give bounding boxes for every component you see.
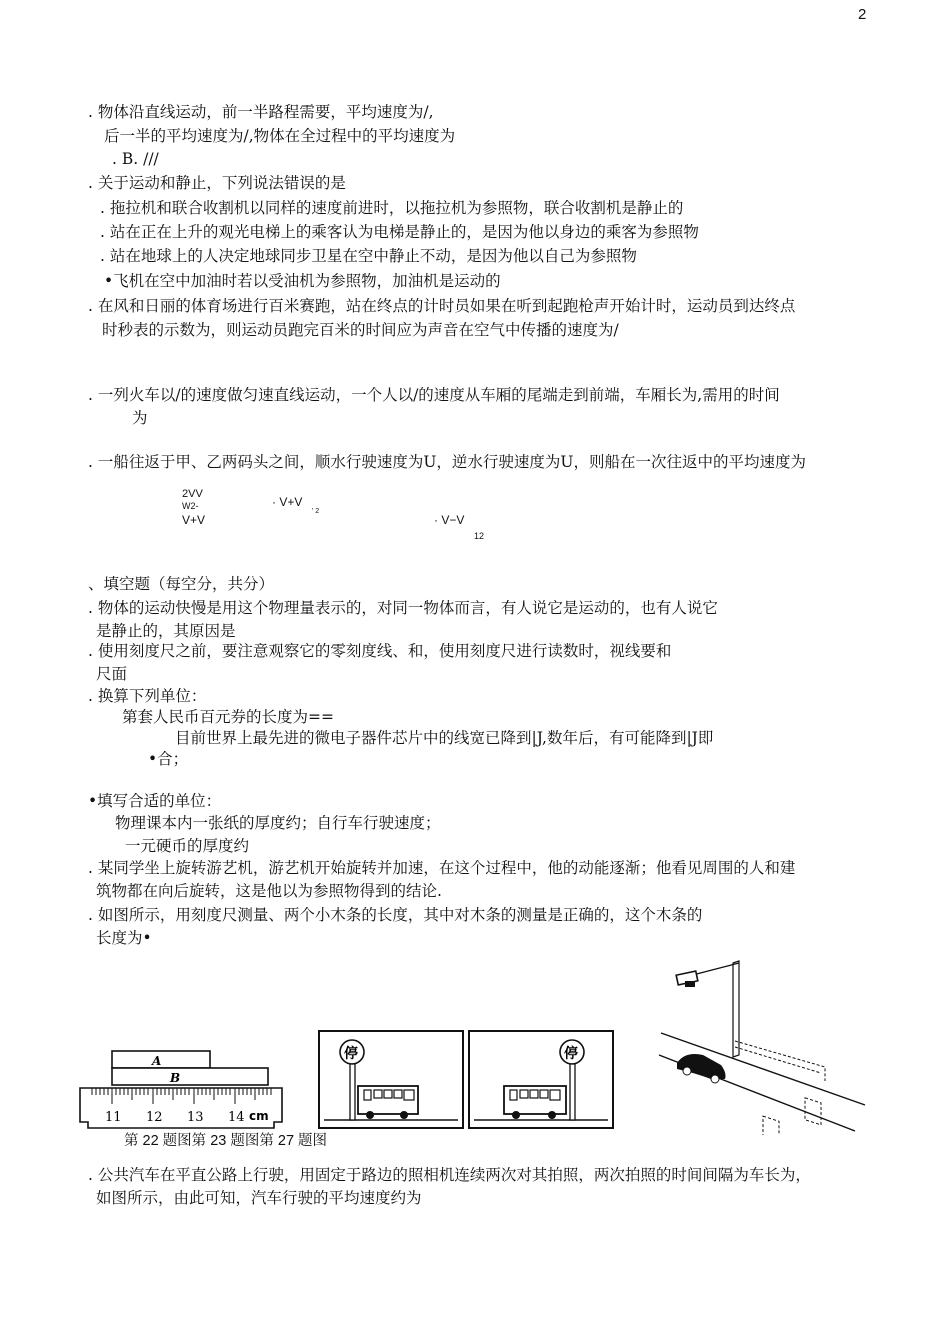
formula-a-mid: W2- <box>182 501 199 511</box>
bus-stop-figure-right <box>468 1030 614 1129</box>
question-17-options: . B. /// <box>112 150 159 168</box>
formula-b: · V+V <box>272 495 303 509</box>
question-18-option-d: •飞机在空中加油时若以受油机为参照物，加油机是运动的 <box>104 272 501 290</box>
question-24-item-2-cont: •合； <box>148 750 189 768</box>
tick-label-12: 12 <box>146 1110 163 1125</box>
question-17-text-cont: 后一半的平均速度为/,物体在全过程中的平均速度为 <box>104 127 456 145</box>
bus-icon <box>504 1086 566 1119</box>
camera-field-of-view <box>735 1041 825 1135</box>
question-28-text-cont: 如图所示，由此可知，汽车行驶的平均速度约为 <box>96 1189 422 1207</box>
page-number: 2 <box>858 6 867 23</box>
label-b: B <box>170 1071 181 1085</box>
ruler-figure <box>76 1048 286 1130</box>
formula-c-subscript: 12 <box>474 531 485 541</box>
stop-sign-pole <box>570 1064 575 1120</box>
question-26-text: . 某同学坐上旋转游艺机，游艺机开始旋转并加速，在这个过程中，他的动能逐渐；他看见周围的人和建 <box>88 859 796 877</box>
section-heading-fill-in: 、填空题（每空分，共分） <box>88 575 275 593</box>
tick-label-11: 11 <box>105 1110 122 1125</box>
camera-pole <box>676 961 739 1057</box>
formula-b-subscript: ' 2 <box>312 508 320 515</box>
question-25-item-2: 一元硬币的厚度约 <box>125 837 250 855</box>
car-icon <box>677 1054 726 1083</box>
camera-road-figure <box>655 955 870 1135</box>
tick-label-14: 14 <box>228 1110 245 1125</box>
formula-a-numerator: 2VV <box>182 488 203 500</box>
question-22-text-cont: 是静止的，其原因是 <box>96 622 236 640</box>
question-19-text: . 在风和日丽的体育场进行百米赛跑，站在终点的计时员如果在听到起跑枪声开始计时，运动员到达终点 <box>88 297 796 315</box>
question-18-option-c: . 站在地球上的人决定地球同步卫星在空中静止不动，是因为他以自己为参照物 <box>100 247 637 265</box>
question-27-text: . 如图所示，用刻度尺测量、两个小木条的长度，其中对木条的测量是正确的，这个木条的 <box>88 906 703 924</box>
question-18-option-a: . 拖拉机和联合收割机以同样的速度前进时，以拖拉机为参照物，联合收割机是静止的 <box>100 199 684 217</box>
question-28-text: . 公共汽车在平直公路上行驶，用固定于路边的照相机连续两次对其拍照，两次拍照的时间间隔为车长为， <box>88 1166 811 1184</box>
formula-a-denominator: V+V <box>182 513 206 527</box>
question-24-item-1: 第套人民币百元券的长度为== <box>122 708 334 726</box>
question-20-text: . 一列火车以/的速度做匀速直线运动，一个人以/的速度从车厢的尾端走到前端，车厢长为,需用的时间 <box>88 386 780 404</box>
question-22-text: . 物体的运动快慢是用这个物理量表示的，对同一物体而言，有人说它是运动的，也有人说它 <box>88 599 718 617</box>
question-23-text-cont: 尺面 <box>96 665 128 683</box>
question-20-text-cont: 为 <box>132 409 148 427</box>
question-25-item-1: 物理课本内一张纸的厚度约；自行车行驶速度； <box>115 814 441 832</box>
question-23-text: . 使用刻度尺之前，要注意观察它的零刻度线、和，使用刻度尺进行读数时，视线要和 <box>88 642 672 660</box>
stop-sign-text: 停 <box>564 1046 578 1062</box>
question-18-text: . 关于运动和静止，下列说法错误的是 <box>88 174 346 192</box>
bus-stop-figure-left <box>318 1030 464 1129</box>
question-17-text: . 物体沿直线运动，前一半路程需要，平均速度为/, <box>88 103 434 121</box>
formula-c: · V−V <box>434 513 465 527</box>
question-21-text: . 一船往返于甲、乙两码头之间，顺水行驶速度为U，逆水行驶速度为U，则船在一次往返中的平均速度为 <box>88 453 806 471</box>
bus-icon <box>358 1086 418 1119</box>
question-24-text: . 换算下列单位： <box>88 687 207 705</box>
question-25-text: •填写合适的单位： <box>88 792 222 810</box>
question-26-text-cont: 筑物都在向后旋转，这是他以为参照物得到的结论. <box>96 882 442 900</box>
unit-label: cm <box>249 1109 269 1123</box>
stop-sign-pole <box>350 1064 355 1120</box>
stop-sign-text: 停 <box>344 1046 358 1062</box>
question-27-text-cont: 长度为• <box>96 929 152 947</box>
question-24-item-2: 目前世界上最先进的微电子器件芯片中的线宽已降到|J,数年后，有可能降到|J即 <box>175 729 714 747</box>
tick-label-13: 13 <box>187 1110 204 1125</box>
wood-strip-b <box>112 1068 268 1085</box>
label-a: A <box>152 1054 162 1068</box>
question-19-text-cont: 时秒表的示数为，则运动员跑完百米的时间应为声音在空气中传播的速度为/ <box>102 321 619 339</box>
figure-caption: 第 22 题图第 23 题图第 27 题图 <box>124 1133 328 1149</box>
question-18-option-b: . 站在正在上升的观光电梯上的乘客认为电梯是静止的，是因为他以身边的乘客为参照物 <box>100 223 699 241</box>
